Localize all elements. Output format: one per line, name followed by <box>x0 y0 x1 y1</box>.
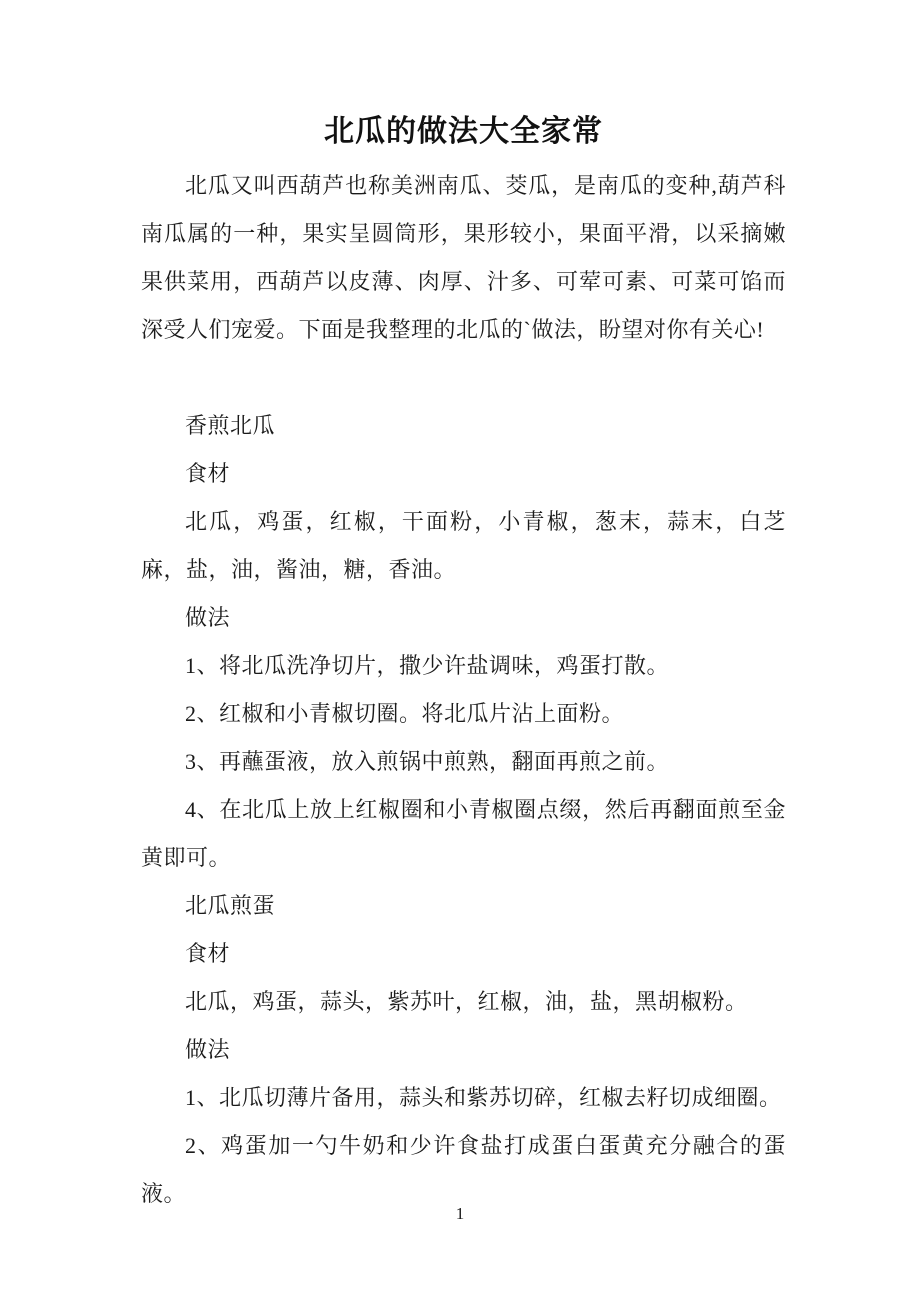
recipe1-ingredients-label: 食材 <box>185 461 231 486</box>
recipe2-name: 北瓜煎蛋 <box>185 893 276 918</box>
recipe2-step-2: 2、鸡蛋加一勺牛奶和少许食盐打成蛋白蛋黄充分融合的蛋液。 <box>141 1133 786 1206</box>
document-title: 北瓜的做法大全家常 <box>324 115 603 148</box>
recipe2-steps-label: 做法 <box>185 1037 231 1062</box>
recipe1-name: 香煎北瓜 <box>185 413 276 438</box>
recipe1-step-3: 3、再蘸蛋液，放入煎锅中煎熟，翻面再煎之前。 <box>185 749 670 774</box>
recipe2-ingredients-label: 食材 <box>185 941 231 966</box>
recipe2-ingredients: 北瓜，鸡蛋，蒜头，紫苏叶，红椒，油，盐，黑胡椒粉。 <box>185 989 748 1014</box>
blank-line <box>141 354 786 402</box>
page-number: 1 <box>455 1204 465 1223</box>
document-body <box>141 162 786 1218</box>
recipe1-steps-label: 做法 <box>185 605 231 630</box>
intro-paragraph: 北瓜又叫西葫芦也称美洲南瓜、茭瓜，是南瓜的变种,葫芦科南瓜属的一种，果实呈圆筒形，果形较小，果面平滑，以采摘嫩果供菜用，西葫芦以皮薄、肉厚、汁多、可荤可素、可菜可馅而深受人们宠爱。下面是我整理的北瓜的`做法，盼望对你有关心! <box>141 173 786 342</box>
recipe1-step-1: 1、将北瓜洗净切片，撒少许盐调味，鸡蛋打散。 <box>185 653 670 678</box>
recipe2-step-1: 1、北瓜切薄片备用，蒜头和紫苏切碎，红椒去籽切成细圈。 <box>185 1085 782 1110</box>
recipe1-step-4: 4、在北瓜上放上红椒圈和小青椒圈点缀，然后再翻面煎至金黄即可。 <box>141 797 786 870</box>
recipe1-ingredients: 北瓜，鸡蛋，红椒，干面粉，小青椒，葱末，蒜末，白芝麻，盐，油，酱油，糖，香油。 <box>141 509 786 582</box>
recipe1-step-2: 2、红椒和小青椒切圈。将北瓜片沾上面粉。 <box>185 701 625 726</box>
document-content <box>141 106 786 1218</box>
